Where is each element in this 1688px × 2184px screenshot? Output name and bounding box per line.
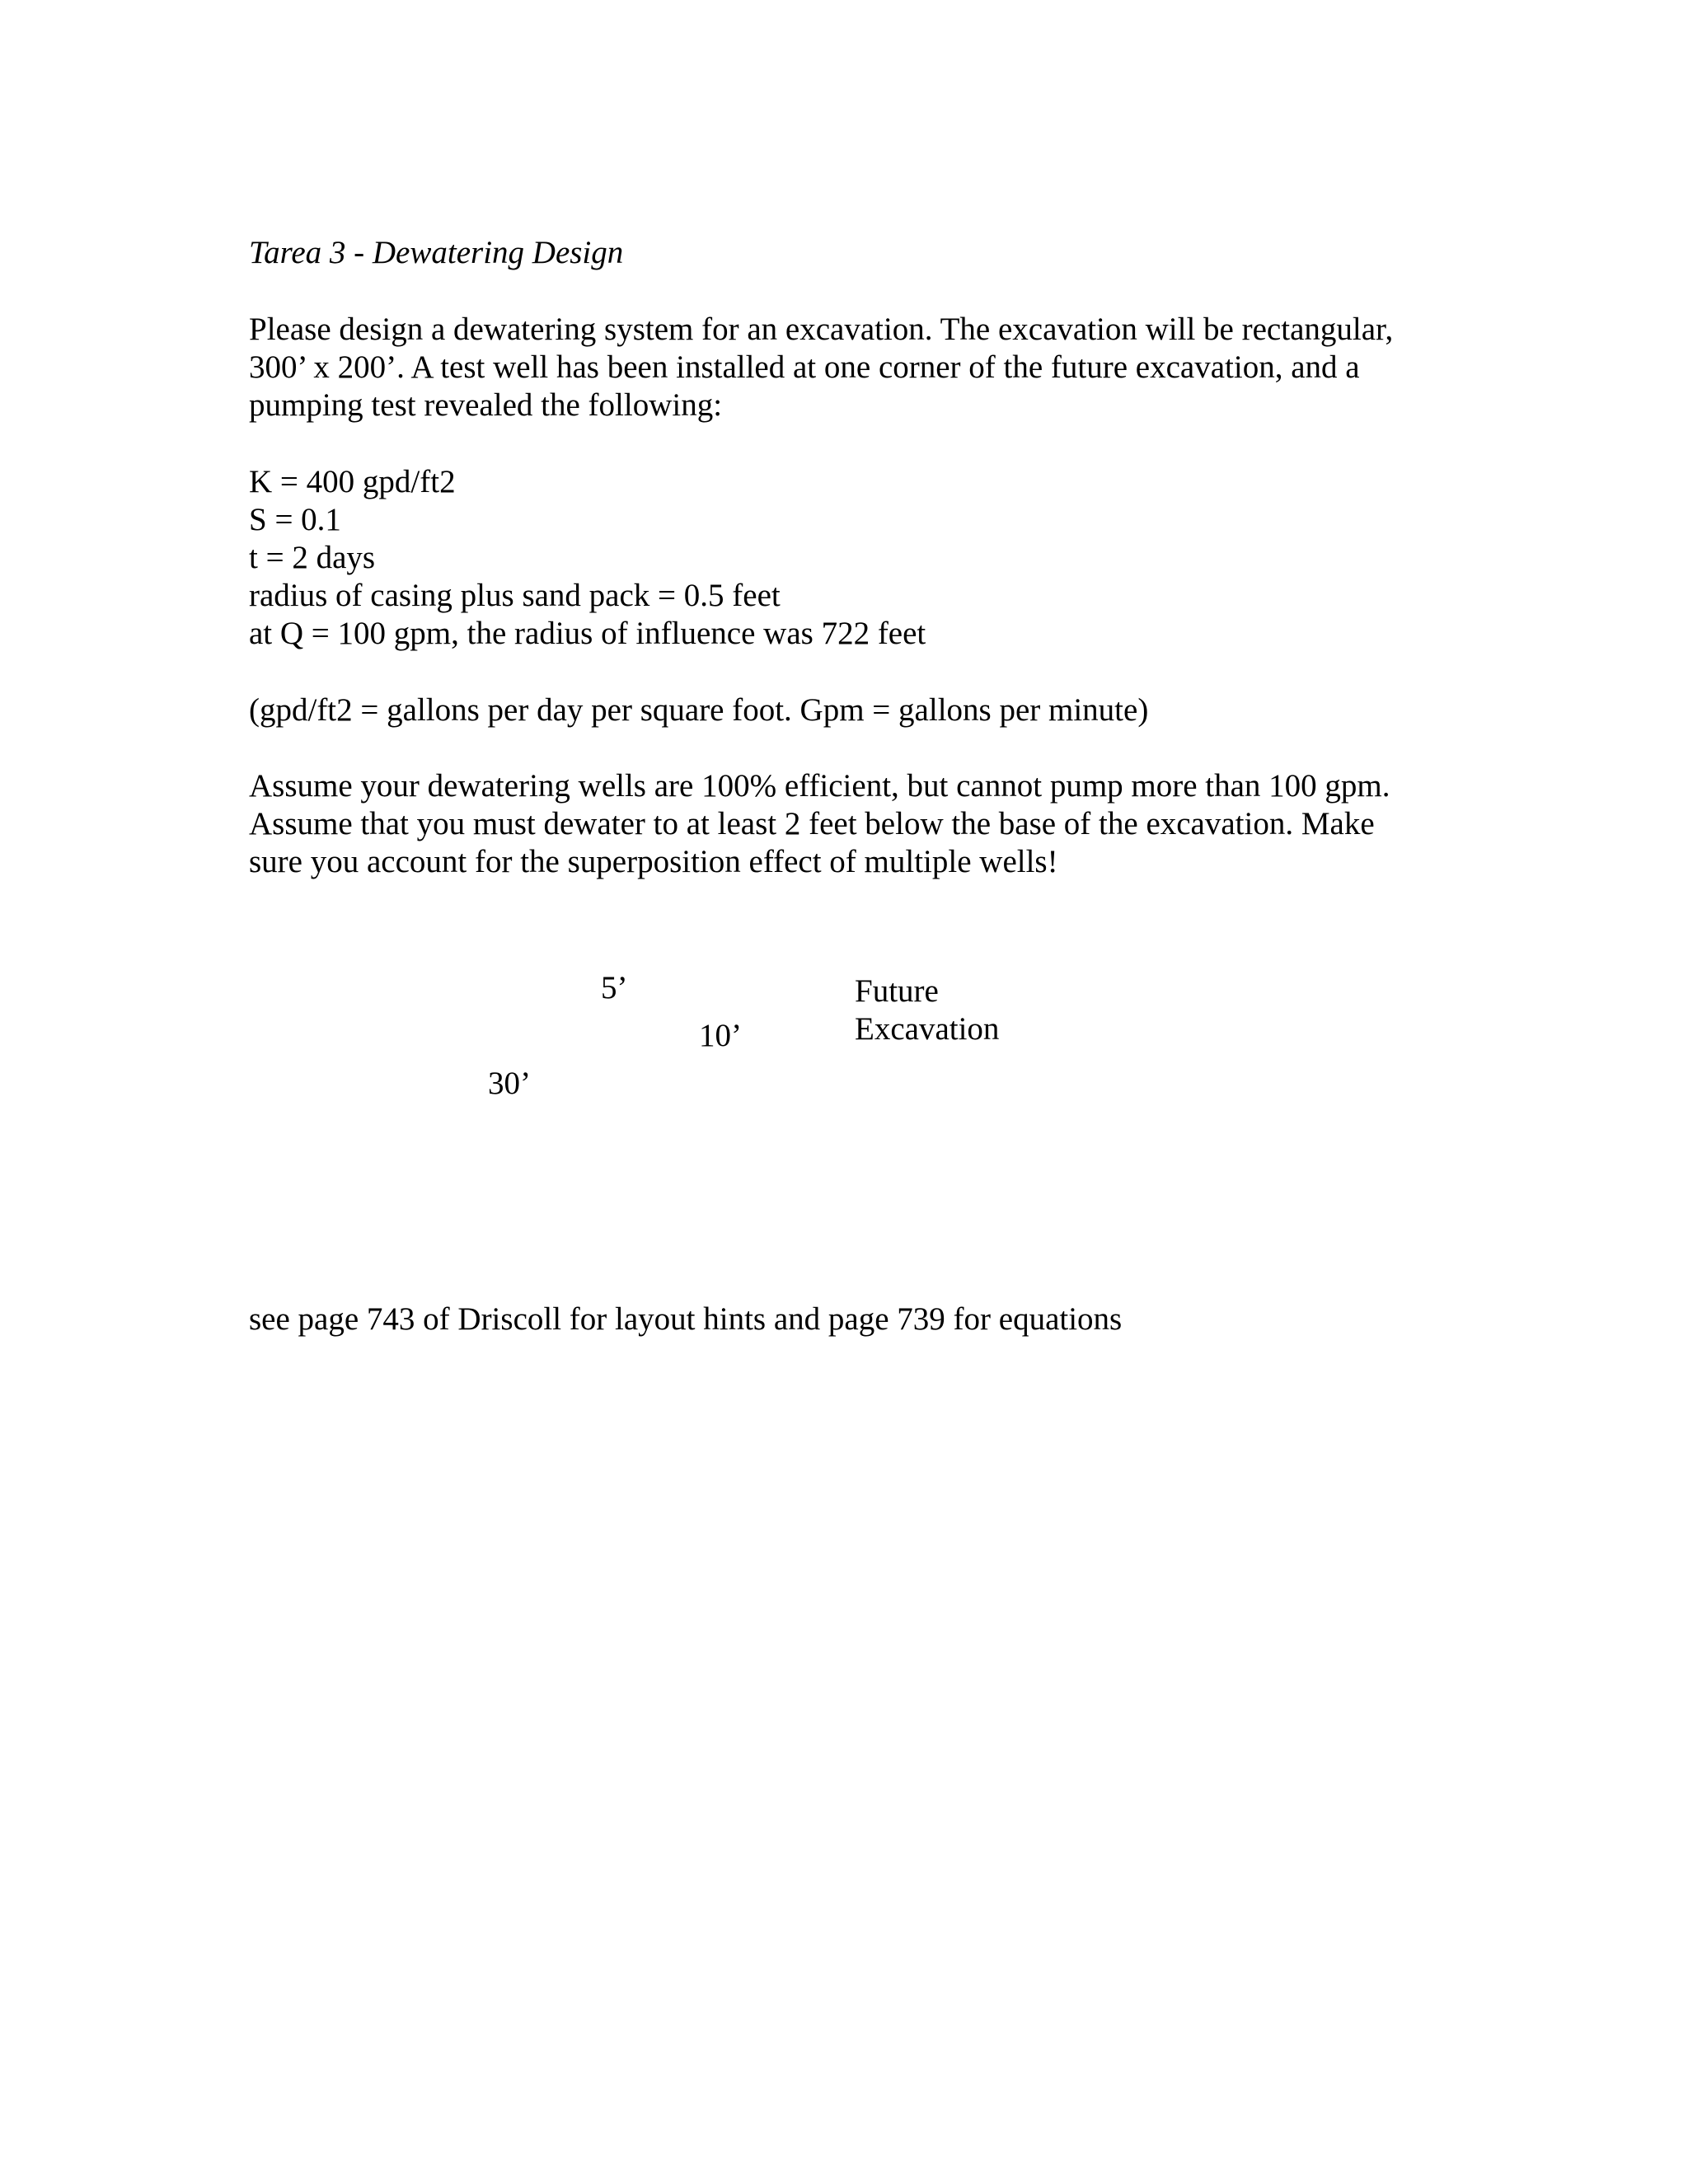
assumption-line-3: sure you account for the superposition effect of multiple wells! (249, 844, 1058, 879)
dimension-label-top: 5’ (601, 970, 628, 1005)
assumption-line-1: Assume your dewatering wells are 100% efficient, but cannot pump more than 100 gpm. (249, 768, 1390, 804)
excavation-label-line-2: Excavation (855, 1011, 1000, 1047)
dimension-label-middle: 10’ (699, 1018, 742, 1053)
footer-note: see page 743 of Driscoll for layout hints and page 739 for equations (249, 1301, 1123, 1337)
document-title: Tarea 3 - Dewatering Design (249, 235, 624, 270)
intro-line-1: Please design a dewatering system for an excavation. The excavation will be rectangular, (249, 312, 1394, 347)
parameter-k: K = 400 gpd/ft2 (249, 464, 456, 499)
intro-line-2: 300’ x 200’. A test well has been installed at one corner of the future excavation, and a (249, 349, 1360, 385)
dimension-label-left: 30’ (488, 1066, 531, 1101)
parameter-radius: radius of casing plus sand pack = 0.5 feet (249, 578, 781, 613)
parameter-s: S = 0.1 (249, 502, 341, 537)
excavation-label-line-1: Future (855, 973, 939, 1009)
units-note: (gpd/ft2 = gallons per day per square foot. Gpm = gallons per minute) (249, 692, 1149, 728)
assumption-line-2: Assume that you must dewater to at least 2 feet below the base of the excavation. Make (249, 806, 1375, 841)
parameter-influence: at Q = 100 gpm, the radius of influence was 722 feet (249, 616, 926, 651)
intro-line-3: pumping test revealed the following: (249, 387, 723, 423)
parameter-t: t = 2 days (249, 540, 376, 575)
